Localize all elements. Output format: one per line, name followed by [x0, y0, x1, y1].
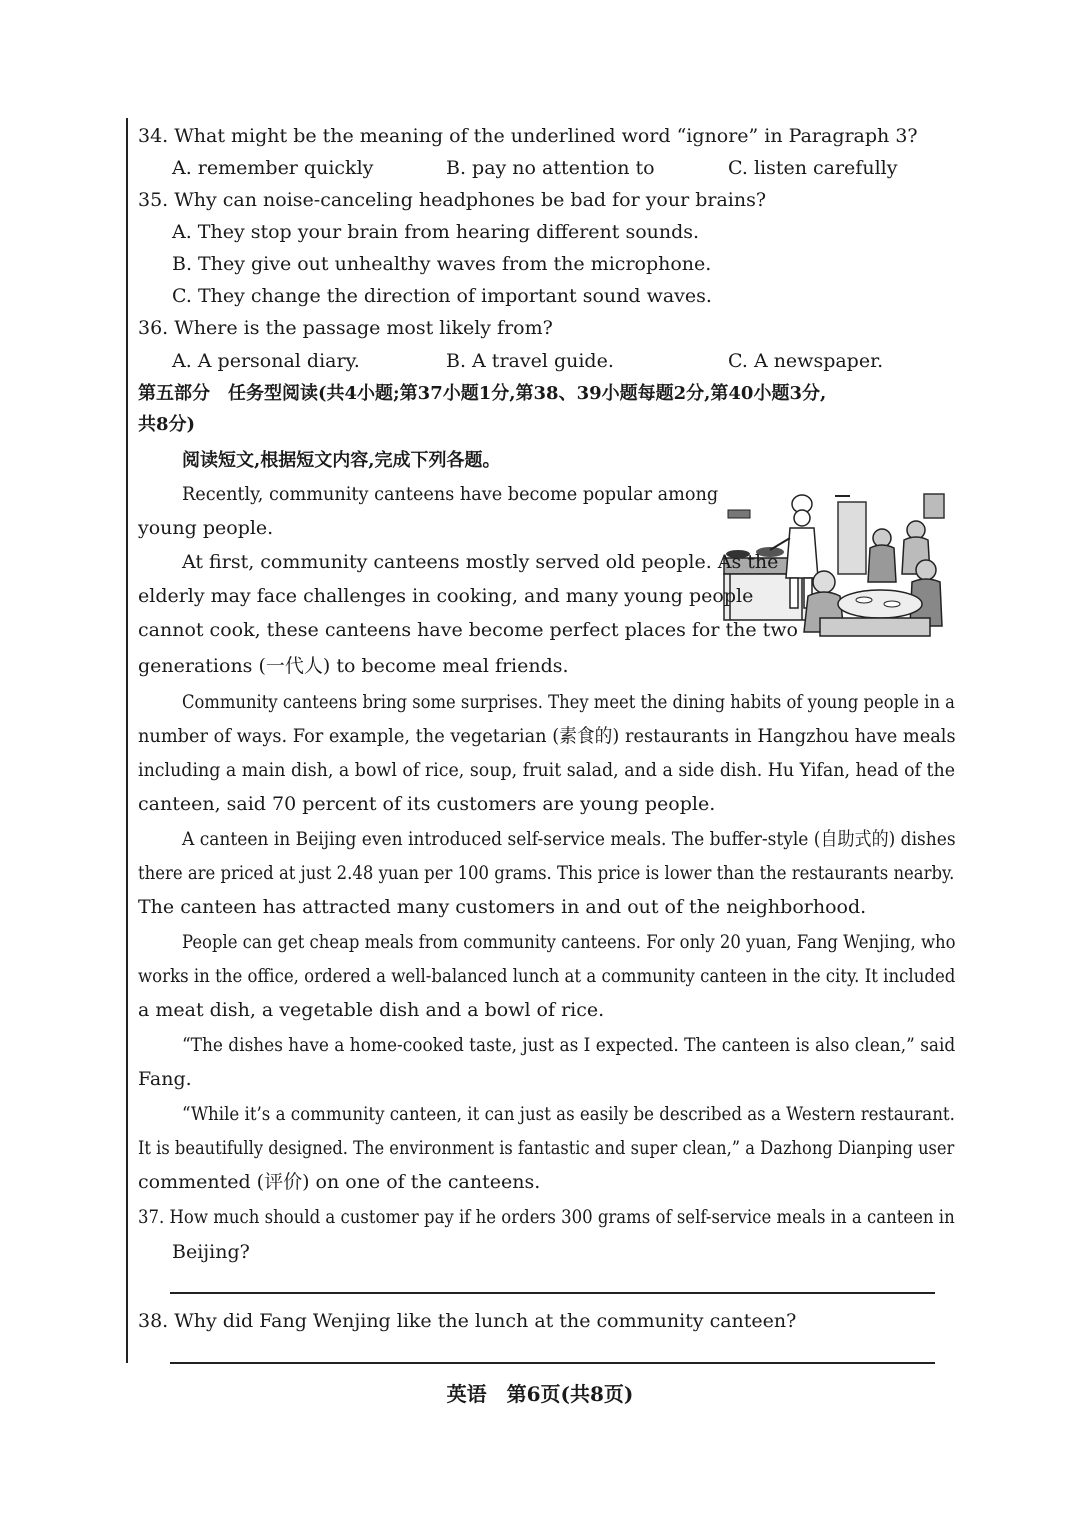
passage-line-2: young people. [138, 517, 274, 539]
passage-p1-text: Recently, community canteens have become popular among [182, 483, 719, 505]
passage-line-15: works in the office, ordered a well-balanced lunch at a community canteen in the city. It included [138, 965, 956, 987]
q36-stem: 36. Where is the passage most likely from? [138, 317, 553, 339]
q34-stem: 34. What might be the meaning of the underlined word “ignore” in Paragraph 3? [138, 125, 918, 147]
passage-line-16: a meat dish, a vegetable dish and a bowl of rice. [138, 999, 605, 1021]
passage-line-12: there are priced at just 2.48 yuan per 100 grams. This price is lower than the restaurants nearby. [138, 862, 955, 884]
passage-line-10: canteen, said 70 percent of its customers are young people. [138, 793, 716, 815]
passage-line-8: number of ways. For example, the vegetarian (素食的) restaurants in Hangzhou have meals [138, 725, 956, 747]
q37-stem-line1: 37. How much should a customer pay if he orders 300 grams of self-service meals in a canteen in [138, 1206, 955, 1228]
passage-line-14: People can get cheap meals from community canteens. For only 20 yuan, Fang Wenjing, who [182, 931, 956, 953]
binding-margin-line [126, 118, 128, 1363]
passage-line-19: “While it’s a community canteen, it can just as easily be described as a Western restaurant. [182, 1103, 955, 1125]
passage-line-3: At first, community canteens mostly served old people. As the [182, 551, 779, 573]
passage-line-20: It is beautifully designed. The environment is fantastic and super clean,” a Dazhong Dianping user [138, 1137, 955, 1159]
q35-option-b: B. They give out unhealthy waves from the microphone. [172, 253, 712, 275]
q37-stem-line2: Beijing? [172, 1241, 250, 1263]
passage-line-9: including a main dish, a bowl of rice, soup, fruit salad, and a side dish. Hu Yifan, head of the [138, 759, 956, 781]
section-instruction: 阅读短文,根据短文内容,完成下列各题。 [182, 450, 501, 471]
passage-line-18: Fang. [138, 1068, 192, 1090]
section-heading-line1: 第五部分 任务型阅读(共4小题;第37小题1分,第38、39小题每题2分,第40小题3分, [138, 383, 827, 404]
q36-option-b: B. A travel guide. [446, 350, 614, 372]
q36-option-a: A. A personal diary. [172, 350, 360, 372]
passage-line-7: Community canteens bring some surprises. They meet the dining habits of young people in a [182, 691, 955, 713]
q34-option-c: C. listen carefully [728, 157, 898, 179]
passage-line-5: cannot cook, these canteens have become perfect places for the two [138, 619, 798, 641]
q35-option-c: C. They change the direction of important sound waves. [172, 285, 712, 307]
passage-line-13: The canteen has attracted many customers in and out of the neighborhood. [138, 896, 867, 918]
q37-answer-line[interactable] [170, 1292, 935, 1294]
passage-line-21: commented (评价) on one of the canteens. [138, 1171, 541, 1193]
passage-line-6: generations (一代人) to become meal friends. [138, 655, 569, 677]
q35-option-a: A. They stop your brain from hearing different sounds. [172, 221, 700, 243]
q38-answer-line[interactable] [170, 1362, 935, 1364]
passage-line-1 [182, 481, 719, 507]
passage-line-4: elderly may face challenges in cooking, and many young people [138, 585, 754, 607]
q35-stem: 35. Why can noise-canceling headphones be bad for your brains? [138, 189, 767, 211]
page-footer: 英语 第6页(共8页) [446, 1382, 634, 1406]
section-heading-line2: 共8分) [138, 414, 196, 435]
q38-stem: 38. Why did Fang Wenjing like the lunch at the community canteen? [138, 1310, 797, 1332]
q36-option-c: C. A newspaper. [728, 350, 884, 372]
passage-line-11: A canteen in Beijing even introduced self-service meals. The buffer-style (自助式的) dishes [182, 828, 956, 850]
q34-option-b: B. pay no attention to [446, 157, 655, 179]
q34-option-a: A. remember quickly [172, 157, 374, 179]
passage-line-17: “The dishes have a home-cooked taste, just as I expected. The canteen is also clean,” said [182, 1034, 956, 1056]
